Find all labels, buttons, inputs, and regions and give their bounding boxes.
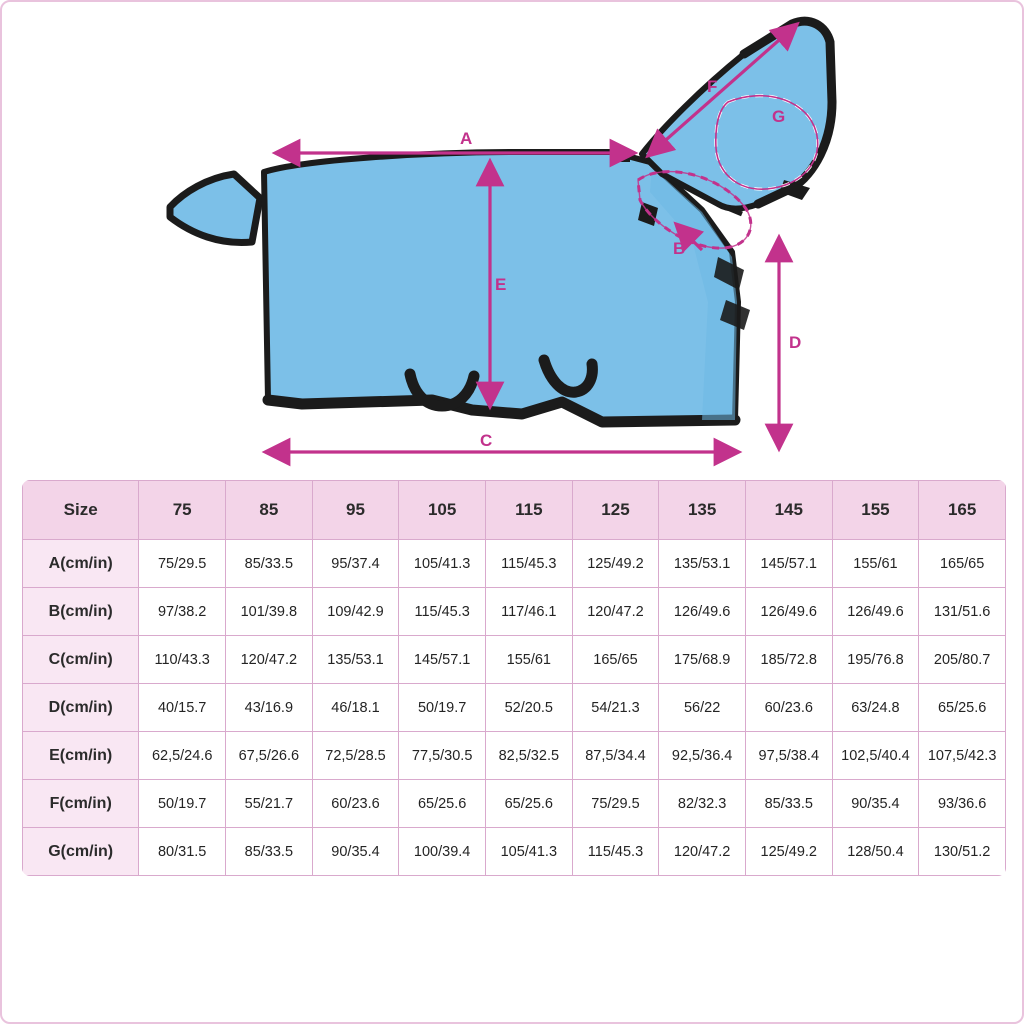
table-cell: 126/49.6 bbox=[745, 588, 832, 636]
column-header: 155 bbox=[832, 481, 919, 540]
table-cell: 50/19.7 bbox=[139, 780, 226, 828]
column-header: 125 bbox=[572, 481, 659, 540]
size-chart-table-container bbox=[22, 480, 1006, 876]
table-cell: 63/24.8 bbox=[832, 684, 919, 732]
table-cell: 80/31.5 bbox=[139, 828, 226, 876]
table-cell: 54/21.3 bbox=[572, 684, 659, 732]
table-cell: 135/53.1 bbox=[312, 636, 399, 684]
label-G: G bbox=[772, 107, 786, 126]
table-cell: 175/68.9 bbox=[659, 636, 746, 684]
row-header: E(cm/in) bbox=[23, 732, 139, 780]
label-F: F bbox=[707, 77, 718, 96]
table-cell: 195/76.8 bbox=[832, 636, 919, 684]
column-header: 105 bbox=[399, 481, 486, 540]
label-D: D bbox=[789, 333, 802, 352]
table-cell: 145/57.1 bbox=[745, 540, 832, 588]
row-header: F(cm/in) bbox=[23, 780, 139, 828]
column-header: 135 bbox=[659, 481, 746, 540]
table-cell: 105/41.3 bbox=[485, 828, 572, 876]
table-cell: 43/16.9 bbox=[226, 684, 313, 732]
table-cell: 125/49.2 bbox=[745, 828, 832, 876]
table-cell: 65/25.6 bbox=[399, 780, 486, 828]
table-cell: 120/47.2 bbox=[572, 588, 659, 636]
table-cell: 82,5/32.5 bbox=[485, 732, 572, 780]
table-cell: 102,5/40.4 bbox=[832, 732, 919, 780]
table-row bbox=[23, 540, 1006, 588]
table-cell: 155/61 bbox=[832, 540, 919, 588]
table-cell: 62,5/24.6 bbox=[139, 732, 226, 780]
table-cell: 82/32.3 bbox=[659, 780, 746, 828]
table-cell: 40/15.7 bbox=[139, 684, 226, 732]
table-cell: 109/42.9 bbox=[312, 588, 399, 636]
table-cell: 155/61 bbox=[485, 636, 572, 684]
table-cell: 72,5/28.5 bbox=[312, 732, 399, 780]
column-header: 145 bbox=[745, 481, 832, 540]
table-cell: 115/45.3 bbox=[572, 828, 659, 876]
table-cell: 126/49.6 bbox=[832, 588, 919, 636]
size-chart-table bbox=[22, 480, 1006, 876]
table-cell: 165/65 bbox=[572, 636, 659, 684]
table-row bbox=[23, 732, 1006, 780]
table-cell: 110/43.3 bbox=[139, 636, 226, 684]
table-cell: 145/57.1 bbox=[399, 636, 486, 684]
table-cell: 126/49.6 bbox=[659, 588, 746, 636]
table-cell: 131/51.6 bbox=[919, 588, 1006, 636]
table-cell: 100/39.4 bbox=[399, 828, 486, 876]
table-cell: 55/21.7 bbox=[226, 780, 313, 828]
table-cell: 115/45.3 bbox=[399, 588, 486, 636]
table-cell: 75/29.5 bbox=[572, 780, 659, 828]
table-cell: 85/33.5 bbox=[226, 540, 313, 588]
table-cell: 77,5/30.5 bbox=[399, 732, 486, 780]
table-cell: 90/35.4 bbox=[312, 828, 399, 876]
table-cell: 90/35.4 bbox=[832, 780, 919, 828]
table-cell: 101/39.8 bbox=[226, 588, 313, 636]
table-cell: 46/18.1 bbox=[312, 684, 399, 732]
column-header: 85 bbox=[226, 481, 313, 540]
table-cell: 120/47.2 bbox=[226, 636, 313, 684]
table-cell: 92,5/36.4 bbox=[659, 732, 746, 780]
table-row bbox=[23, 588, 1006, 636]
table-cell: 60/23.6 bbox=[312, 780, 399, 828]
label-B: B bbox=[673, 239, 686, 258]
row-header: B(cm/in) bbox=[23, 588, 139, 636]
table-cell: 107,5/42.3 bbox=[919, 732, 1006, 780]
table-cell: 95/37.4 bbox=[312, 540, 399, 588]
row-header: G(cm/in) bbox=[23, 828, 139, 876]
table-cell: 128/50.4 bbox=[832, 828, 919, 876]
column-header: 75 bbox=[139, 481, 226, 540]
table-cell: 93/36.6 bbox=[919, 780, 1006, 828]
table-cell: 85/33.5 bbox=[745, 780, 832, 828]
table-cell: 120/47.2 bbox=[659, 828, 746, 876]
label-C: C bbox=[480, 431, 493, 450]
label-A: A bbox=[460, 129, 473, 148]
table-cell: 117/46.1 bbox=[485, 588, 572, 636]
table-row bbox=[23, 780, 1006, 828]
table-cell: 52/20.5 bbox=[485, 684, 572, 732]
table-cell: 75/29.5 bbox=[139, 540, 226, 588]
table-row bbox=[23, 828, 1006, 876]
table-cell: 85/33.5 bbox=[226, 828, 313, 876]
table-cell: 185/72.8 bbox=[745, 636, 832, 684]
column-header: 95 bbox=[312, 481, 399, 540]
table-cell: 165/65 bbox=[919, 540, 1006, 588]
table-cell: 56/22 bbox=[659, 684, 746, 732]
table-cell: 65/25.6 bbox=[919, 684, 1006, 732]
table-cell: 105/41.3 bbox=[399, 540, 486, 588]
table-cell: 60/23.6 bbox=[745, 684, 832, 732]
table-row bbox=[23, 684, 1006, 732]
column-header: 165 bbox=[919, 481, 1006, 540]
table-cell: 87,5/34.4 bbox=[572, 732, 659, 780]
column-header: Size bbox=[23, 481, 139, 540]
table-cell: 65/25.6 bbox=[485, 780, 572, 828]
table-cell: 130/51.2 bbox=[919, 828, 1006, 876]
table-header-row bbox=[23, 481, 1006, 540]
row-header: C(cm/in) bbox=[23, 636, 139, 684]
table-cell: 135/53.1 bbox=[659, 540, 746, 588]
table-row bbox=[23, 636, 1006, 684]
table-cell: 50/19.7 bbox=[399, 684, 486, 732]
row-header: D(cm/in) bbox=[23, 684, 139, 732]
table-cell: 97,5/38.4 bbox=[745, 732, 832, 780]
table-cell: 115/45.3 bbox=[485, 540, 572, 588]
table-cell: 125/49.2 bbox=[572, 540, 659, 588]
rug-measurement-diagram bbox=[2, 2, 1024, 472]
row-header: A(cm/in) bbox=[23, 540, 139, 588]
table-cell: 97/38.2 bbox=[139, 588, 226, 636]
table-cell: 205/80.7 bbox=[919, 636, 1006, 684]
label-E: E bbox=[495, 275, 507, 294]
column-header: 115 bbox=[485, 481, 572, 540]
table-cell: 67,5/26.6 bbox=[226, 732, 313, 780]
